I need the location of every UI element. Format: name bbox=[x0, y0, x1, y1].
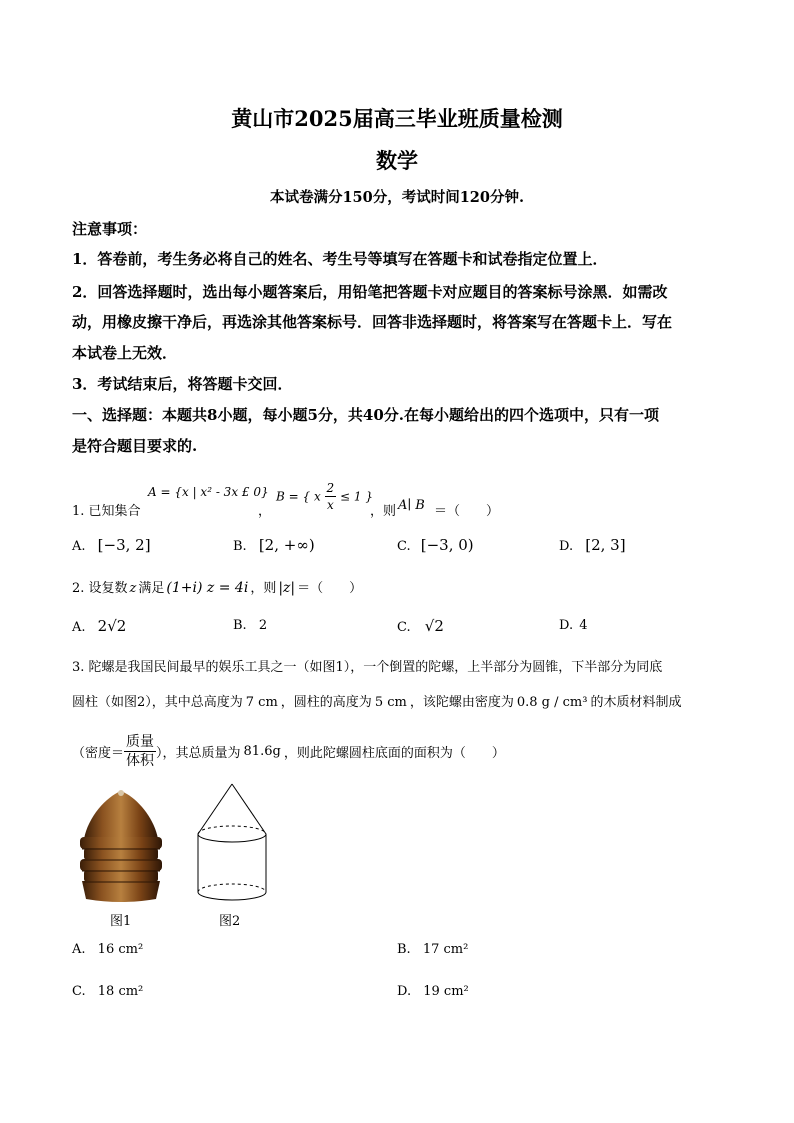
notes-heading: 注意事项： bbox=[72, 220, 148, 238]
spinning-top-photo bbox=[76, 787, 166, 905]
q1-then: ，则 bbox=[370, 504, 397, 519]
q1-option-a bbox=[72, 536, 151, 554]
q1-set-b bbox=[276, 480, 373, 513]
q2-option-d-label: D. bbox=[559, 618, 574, 633]
q2-eq: (1+i) z = 4i bbox=[166, 580, 249, 596]
q2-then: ，则 bbox=[250, 581, 277, 596]
q2-option-d bbox=[559, 618, 588, 633]
q2-tail: ＝（ ） bbox=[297, 581, 363, 596]
q1-option-b-label: B. bbox=[233, 539, 247, 554]
q2-option-c bbox=[397, 617, 444, 635]
q1-set-a: A = {x | x² - 3x £ 0} bbox=[148, 485, 269, 499]
q3-line-2 bbox=[72, 691, 681, 710]
q2-abs: |z| bbox=[278, 580, 296, 596]
q1-set-b-den: x bbox=[326, 498, 334, 512]
q3-option-b-label: B. bbox=[397, 942, 411, 957]
q3-line-2a: 圆柱（如图2），其中总高度为 bbox=[72, 695, 243, 710]
q1-option-b bbox=[233, 536, 315, 554]
exam-info: 本试卷满分150分，考试时间120分钟. bbox=[269, 189, 525, 206]
q3-option-d bbox=[397, 984, 469, 999]
section1-line-1: 一、选择题：本题共8小题，每小题5分，共40分.在每小题给出的四个选项中，只有一项 bbox=[72, 406, 659, 424]
q3-line-3 bbox=[72, 733, 505, 769]
q3-density-fraction bbox=[124, 733, 156, 770]
note-2-line-1: 2．回答选择题时，选出每小题答案后，用铅笔把答题卡对应题目的答案标号涂黑．如需改 bbox=[72, 283, 668, 301]
q1-set-b-num: 2 bbox=[326, 481, 335, 495]
q2-option-c-label: C. bbox=[397, 620, 411, 635]
q3-option-b-value: 17 cm² bbox=[422, 942, 469, 957]
q3-option-c-label: C. bbox=[72, 984, 86, 999]
q3-line-3c: ，则此陀螺圆柱底面的面积为（ ） bbox=[283, 746, 505, 761]
q3-line-3a: （密度＝ bbox=[72, 746, 125, 761]
q3-line-2b: ，圆柱的高度为 bbox=[280, 695, 372, 710]
q3-line-2c: ，该陀螺由密度为 bbox=[409, 695, 514, 710]
q1-option-d-label: D. bbox=[559, 539, 574, 554]
q1-set-b-right: ≤ 1 } bbox=[340, 489, 373, 504]
q2-option-c-value: √2 bbox=[424, 617, 444, 635]
q1-prefix: 1. 已知集合 bbox=[72, 504, 141, 519]
q1-option-d bbox=[559, 536, 626, 554]
exam-subject: 数学 bbox=[376, 148, 418, 173]
q3-line-2d: 的木质材料制成 bbox=[590, 695, 682, 710]
note-2-line-3: 本试卷上无效． bbox=[72, 344, 178, 362]
q1-option-b-value: [2, +∞) bbox=[258, 536, 315, 554]
q3-cylinder-height: 5 cm bbox=[374, 695, 407, 710]
q1-expr: A∣ B bbox=[398, 498, 425, 513]
q2-option-a bbox=[72, 617, 126, 635]
q2-option-d-value: 4 bbox=[579, 618, 588, 633]
q1-option-c bbox=[397, 536, 474, 554]
q3-line-3b: ），其总质量为 bbox=[156, 746, 241, 761]
q2-option-a-value: 2√2 bbox=[97, 617, 127, 635]
q3-fraction-den: 体积 bbox=[126, 753, 155, 769]
fig1-caption: 图1 bbox=[110, 914, 132, 929]
q1-set-b-fraction bbox=[325, 480, 337, 513]
q1-option-d-value: [2, 3] bbox=[585, 536, 626, 554]
q1-set-b-left: B = { x bbox=[276, 489, 321, 504]
q3-line-1: 3. 陀螺是我国民间最早的娱乐工具之一（如图1），一个倒置的陀螺，上半部分为圆锥，下半部分为同底 bbox=[72, 660, 663, 675]
q2-prefix: 2. 设复数 bbox=[72, 581, 128, 596]
q3-option-c-value: 18 cm² bbox=[97, 984, 144, 999]
q1-option-c-value: [−3, 0) bbox=[420, 536, 474, 554]
q3-fraction-num: 质量 bbox=[126, 734, 155, 750]
note-2-line-2: 动，用橡皮擦干净后，再选涂其他答案标号．回答非选择题时，将答案写在答题卡上．写在 bbox=[72, 313, 673, 331]
q2-option-b-value: 2 bbox=[258, 618, 268, 633]
q3-option-b bbox=[397, 942, 468, 957]
q3-option-a-label: A. bbox=[72, 942, 86, 957]
q3-option-d-value: 19 cm² bbox=[423, 984, 469, 999]
q2-z: z bbox=[129, 581, 137, 596]
fig2-caption: 图2 bbox=[219, 914, 241, 929]
q3-option-c bbox=[72, 984, 143, 999]
question-2 bbox=[72, 577, 362, 596]
q2-option-b bbox=[233, 618, 267, 633]
cone-cylinder-diagram bbox=[190, 782, 274, 908]
q1-option-a-value: [−3, 2] bbox=[97, 536, 151, 554]
q1-option-a-label: A. bbox=[72, 539, 86, 554]
q3-total-height: 7 cm bbox=[245, 695, 278, 710]
q1-tail: ＝（ ） bbox=[434, 504, 500, 519]
note-3: 3．考试结束后，将答题卡交回． bbox=[72, 375, 293, 393]
q2-option-b-label: B. bbox=[233, 618, 247, 633]
q3-density: 0.8 g / cm³ bbox=[516, 695, 588, 710]
q3-mass: 81.6g bbox=[243, 744, 281, 759]
note-1: 1．答卷前，考生务必将自己的姓名、考生号等填写在答题卡和试卷指定位置上． bbox=[72, 250, 608, 268]
q2-option-a-label: A. bbox=[72, 620, 86, 635]
q1-option-c-label: C. bbox=[397, 539, 411, 554]
q1-comma: ， bbox=[258, 504, 272, 519]
section1-line-2: 是符合题目要求的. bbox=[72, 437, 198, 455]
q3-option-a bbox=[72, 942, 143, 957]
q3-option-d-label: D. bbox=[397, 984, 412, 999]
q2-mid: 满足 bbox=[138, 581, 165, 596]
q3-option-a-value: 16 cm² bbox=[97, 942, 144, 957]
exam-title: 黄山市2025届高三毕业班质量检测 bbox=[231, 106, 563, 131]
